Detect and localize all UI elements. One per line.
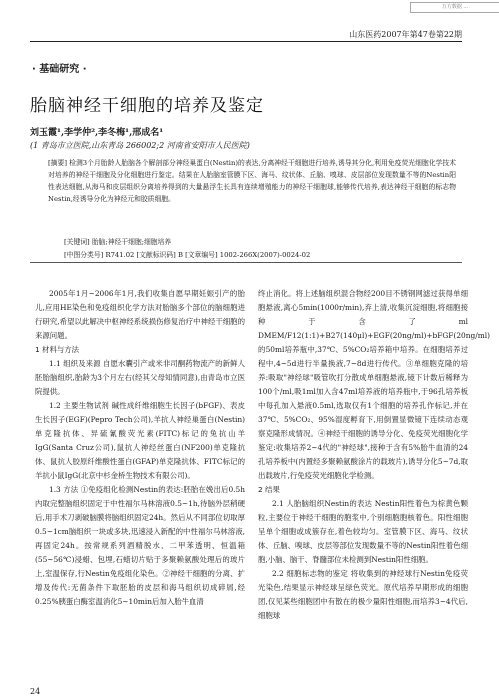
page-number: 24 xyxy=(30,687,41,696)
abstract-rule xyxy=(30,262,462,263)
journal-running-header: 山东医药2007年第47卷第22期 xyxy=(349,30,462,39)
classification-line: [中图分类号] R741.02 [文献标识码] B [文章编号] 1002-266X(2007)-0024-02 xyxy=(64,251,311,259)
body-paragraph: 1.3 方法 ①免疫组化检测Nestin的表达:胚胎在娩出后0.5h内取完整脑组织固定于中性福尔马林溶液0.5~1h,待脑外层稍硬后,用手术刀剥破脑膜将脑组织固定24h。然后从不同部位切取厚0.5~1cm脑组织一块或多块,迅速浸入新配的中性福尔马林溶液,再固定24h。按常规系列酒精脱水、二甲苯透明、恒温箱(55~56℃)浸蜡、包埋,石蜡切片贴于多聚赖氨酸处理后的玻片上,室温保存,行Nestin免疫组化染色。②神经干细胞的分离、扩增及传代:无菌条件下取胚胎的皮层和海马组织切成碎屑,经0.25%胰蛋白酶室温消化5~10min后加入胎牛血清 xyxy=(35,485,245,606)
body-column-left xyxy=(35,287,245,609)
body-paragraph: 终止消化。将上述脑组织混合物经200目不锈钢网滤过获得单细胞悬液,离心5min(1000r/min),弃上清,收集沉淀细胞,将细胞接种于含了ml DMEM/F12(1:1)+B27(140μl)+EGF(20ng/ml)+bFGF(20ng/ml)的50ml培养瓶中,37℃、5%CO₂培养箱中培养。在细胞培养过程中,4~5d进行半量换液,7~8d进行传代。③单细胞克隆的培养:吸取"神经球"吸管吹打分散成单细胞悬液,镜下计数后稀释为100个/ml,吸1ml加入含47ml培养液的培养瓶中,于96孔培养板中每孔加入悬液0.5ml,选取仅有1个细胞的培养孔作标记,并在37℃、5%CO₂、95%湿度孵育下,用倒置显微镜下连续动态观察克隆形成情况。④神经干细胞的诱导分化、免疫荧光细胞化学鉴定:收集培养2~4代的"神经球",接种于含有5%胎牛血清的24孔培养板中(内置经多聚赖氨酸涂片的载玻片),诱导分化5~7d,取出载玻片,行免疫荧光细胞化学检测。 xyxy=(258,289,490,480)
body-column-right xyxy=(258,287,490,623)
body-paragraph: 1.1 组织及来源 自愿水囊引产或米非司酮药物流产的新鲜人胚胎脑组织,胎龄为3个月左右(经其父母知情同意),由青岛市立医院提供。 xyxy=(35,359,245,396)
section-label: · 基础研究 · xyxy=(32,64,87,75)
body-paragraph: 2.2 细胞标志物的鉴定 将收集到的神经球行Nestin免疫荧光染色,结果显示神经球呈绿色荧光。原代培养早期形成的细胞团,仅见某些细胞团中有散在的极少量阳性细胞,而培养3~4代后,细胞球 xyxy=(258,569,468,620)
section-heading: 2 结果 xyxy=(258,485,280,494)
keywords-line: [关键词] 胎脑;神经干细胞;细胞培养 xyxy=(64,238,172,246)
abstract-block: [摘要] 检测3个月胎龄人胎脑各个解剖部分神经巢蛋白(Nestin)的表达,分离神经干细胞进行培养,诱导其分化,利用免疫荧光细胞化学技术对培养的神经干细胞及分化细胞进行鉴定。结果在人胎脑室管膜下区、海马、纹状体、丘脑、嗅球、皮层部位发现数量不等的Nestin阳性表达细胞,从海马和皮层组织分离培养得到的大量悬浮生长具有连续增殖能力的神经干细胞球,能够传代培养,表达神经干细胞的标志物Nestin,经诱导分化为神经元和胶质细胞。 xyxy=(48,159,456,203)
body-paragraph: 2.1 人胎脑组织Nestin的表达 Nestin阳性着色为棕黄色颗粒,主要位于神经干细胞的胞浆中,个别细胞胞核着色。阳性细胞呈单个细胞或成簇存在,着色较均匀。室管膜下区、海马、纹状体、丘脑、嗅球、皮层等部位发现数量不等的Nestin阳性着色细胞,小脑、脑干、脊髓部位未检测到Nestin阳性细胞。 xyxy=(258,499,468,564)
section-heading: 1 材料与方法 xyxy=(35,345,80,354)
article-affiliation: (1 青岛市立医院,山东青岛 266002;2 河南省安阳市人民医院) xyxy=(30,141,250,150)
article-title: 胎脑神经干细胞的培养及鉴定 xyxy=(30,96,264,116)
source-watermark: 万方数据 ... xyxy=(410,2,499,13)
body-paragraph: 1.2 主要生物试剂 碱性成纤维细胞生长因子(bFGF)、表皮生长因子(EGF)(Pepro Tech公司),羊抗人神经巢蛋白(Nestin)单克隆抗体、异硫氰酸荧光素(FITC)标记的兔抗山羊IgG(Santa Cruz公司),鼠抗人神经丝蛋白(NF200)单克隆抗体、鼠抗人胶原纤维酸性蛋白(GFAP)单克隆抗体、FITC标记的羊抗小鼠IgG(北京中杉金桥生物技术有限公司)。 xyxy=(35,401,245,480)
body-paragraph: 2005年1月~2006年1月,我们收集自愿早期妊娠引产的胎儿,应用HE染色和免疫组织化学方法对胎脑多个部位的脑细胞进行研究,希望以此解决中枢神经系统损伤修复治疗中神经干细胞的来源问题。 xyxy=(35,289,245,340)
article-authors: 刘玉霞¹,李学仲²,李冬梅¹,邢成名¹ xyxy=(30,128,164,138)
header-rule xyxy=(30,41,462,42)
